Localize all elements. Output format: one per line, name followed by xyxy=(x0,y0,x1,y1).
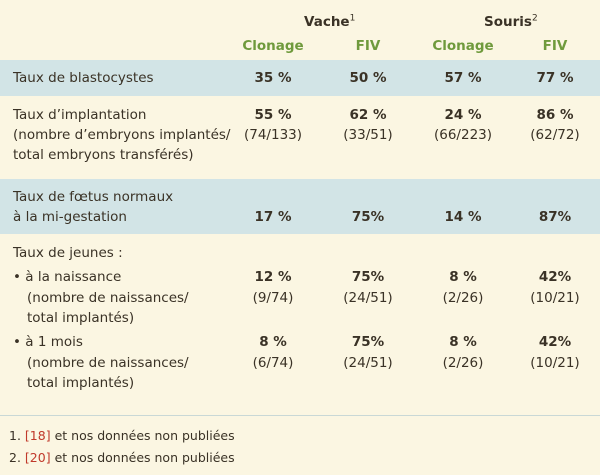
value-blasto-souris-clonage: 57 % xyxy=(444,70,482,86)
subheader-souris-clonage: Clonage xyxy=(432,38,494,54)
value-blasto-vache-fiv: 50 % xyxy=(349,70,387,86)
footnote-2: 2. [20] et nos données non publiées xyxy=(9,450,235,465)
header-vache: Vache$^1$ xyxy=(304,13,356,30)
subheader-vache-clonage: Clonage xyxy=(242,38,304,54)
value-naissance-souris-clonage: 8 % xyxy=(449,269,477,285)
count-mois-souris-fiv: (10/21) xyxy=(530,355,580,371)
row-label-naissance: • à la naissance xyxy=(13,269,122,285)
count-naissance-souris-clonage: (2/26) xyxy=(442,290,484,306)
row-label-mois: • à 1 mois xyxy=(13,334,83,350)
count-naissance-vache-fiv: (24/51) xyxy=(343,290,393,306)
value-implant-souris-fiv: 86 % xyxy=(536,107,574,123)
count-naissance-souris-fiv: (10/21) xyxy=(530,290,580,306)
value-foetus-vache-fiv: 75% xyxy=(351,209,385,225)
header-souris: Souris$^2$ xyxy=(484,13,538,30)
value-implant-vache-clonage: 55 % xyxy=(254,107,292,123)
value-foetus-vache-clonage: 17 % xyxy=(254,209,292,225)
row-label-foetus: Taux de fœtus normaux xyxy=(13,189,174,205)
row-label-jeunes: Taux de jeunes : xyxy=(13,245,123,261)
count-implant-vache-fiv: (33/51) xyxy=(343,127,393,143)
footnote-1: 1. [18] et nos données non publiées xyxy=(9,428,235,443)
value-naissance-vache-clonage: 12 % xyxy=(254,269,292,285)
value-naissance-vache-fiv: 75% xyxy=(351,269,385,285)
value-mois-vache-fiv: 75% xyxy=(351,334,385,350)
count-mois-vache-fiv: (24/51) xyxy=(343,355,393,371)
footnote-2-ref[interactable]: [20] xyxy=(24,450,51,465)
row-label-blastocystes: Taux de blastocystes xyxy=(13,70,154,86)
row-sublabel-implantation-1: (nombre d’embryons implantés/ xyxy=(13,127,231,143)
count-implant-souris-clonage: (66/223) xyxy=(433,127,493,143)
value-mois-souris-fiv: 42% xyxy=(538,334,572,350)
row-sublabel-mois-1: (nombre de naissances/ xyxy=(27,355,189,371)
value-implant-souris-clonage: 24 % xyxy=(444,107,482,123)
subheader-souris-fiv: FIV xyxy=(542,38,568,54)
footnote-divider xyxy=(0,415,600,416)
row-sublabel-naissance-2: total implantés) xyxy=(27,310,135,326)
row-label-implantation: Taux d’implantation xyxy=(13,107,147,123)
count-implant-vache-clonage: (74/133) xyxy=(243,127,303,143)
row-sublabel-implantation-2: total embryons transférés) xyxy=(13,147,194,163)
count-mois-souris-clonage: (2/26) xyxy=(442,355,484,371)
value-foetus-souris-fiv: 87% xyxy=(538,209,572,225)
value-naissance-souris-fiv: 42% xyxy=(538,269,572,285)
row-sublabel-foetus: à la mi-gestation xyxy=(13,209,127,225)
row-sublabel-mois-2: total implantés) xyxy=(27,375,135,391)
value-implant-vache-fiv: 62 % xyxy=(349,107,387,123)
value-foetus-souris-clonage: 14 % xyxy=(444,209,482,225)
subheader-vache-fiv: FIV xyxy=(355,38,381,54)
footnote-1-ref[interactable]: [18] xyxy=(24,428,51,443)
value-blasto-vache-clonage: 35 % xyxy=(254,70,292,86)
value-mois-souris-clonage: 8 % xyxy=(449,334,477,350)
row-sublabel-naissance-1: (nombre de naissances/ xyxy=(27,290,189,306)
count-mois-vache-clonage: (6/74) xyxy=(252,355,294,371)
count-implant-souris-fiv: (62/72) xyxy=(530,127,580,143)
count-naissance-vache-clonage: (9/74) xyxy=(252,290,294,306)
value-blasto-souris-fiv: 77 % xyxy=(536,70,574,86)
value-mois-vache-clonage: 8 % xyxy=(259,334,287,350)
